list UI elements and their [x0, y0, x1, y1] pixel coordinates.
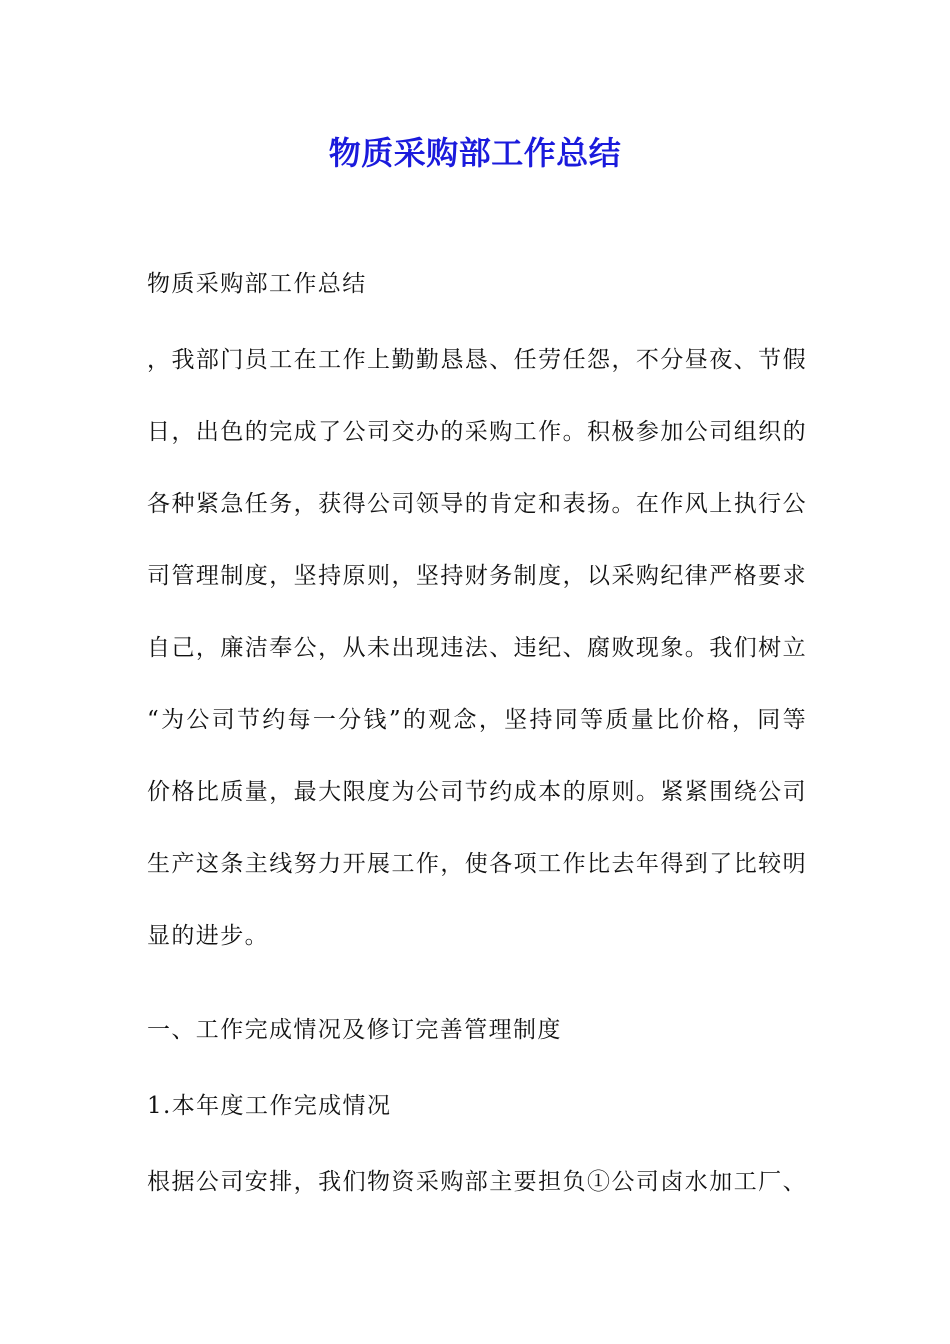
paragraph-line: 根据公司安排，我们物资采购部主要担负①公司卤水加工厂、: [147, 1169, 807, 1195]
section-heading-text: 一、工作完成情况及修订完善管理制度: [147, 1017, 562, 1043]
paragraph-line: “为公司节约每一分钱”的观念，坚持同等质量比价格，同等: [147, 707, 807, 733]
subsection-heading: [147, 1070, 807, 1142]
paragraph-line: 生产这条主线努力开展工作，使各项工作比去年得到了比较明: [147, 851, 807, 877]
document-title: 物质采购部工作总结: [328, 134, 622, 172]
subtitle-line: 物质采购部工作总结: [147, 271, 367, 297]
paragraph-1: [147, 324, 807, 972]
paragraph-line: 日，出色的完成了公司交办的采购工作。积极参加公司组织的: [147, 419, 807, 445]
document-subtitle: [147, 248, 807, 320]
subsection-heading-text: 1.本年度工作完成情况: [147, 1093, 392, 1119]
paragraph-line: 自己，廉洁奉公，从未出现违法、违纪、腐败现象。我们树立: [147, 635, 807, 661]
section-heading: [147, 994, 807, 1066]
paragraph-line: 价格比质量，最大限度为公司节约成本的原则。紧紧围绕公司: [147, 779, 807, 805]
paragraph-line: ，我部门员工在工作上勤勤恳恳、任劳任怨，不分昼夜、节假: [147, 347, 807, 373]
paragraph-line: 司管理制度，坚持原则，坚持财务制度，以采购纪律严格要求: [147, 563, 807, 589]
paragraph-line: 显的进步。: [147, 923, 269, 949]
paragraph-2: [147, 1146, 807, 1218]
paragraph-line: 各种紧急任务，获得公司领导的肯定和表扬。在作风上执行公: [147, 491, 807, 517]
